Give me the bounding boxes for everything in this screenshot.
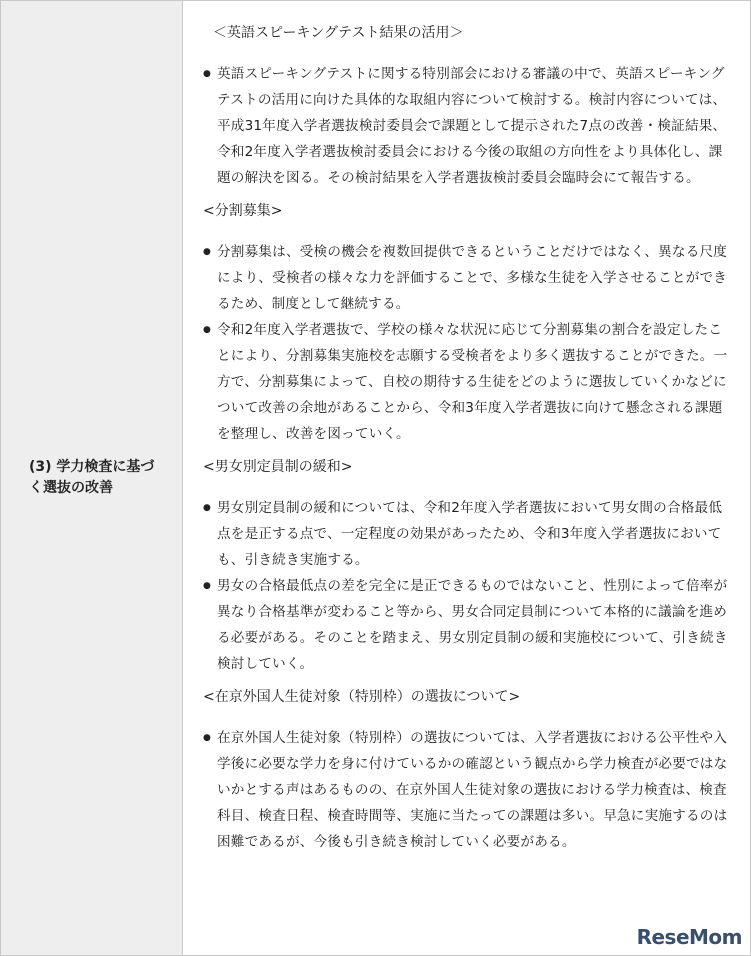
list-item: ● 男女の合格最低点の差を完全に是正できるものではないこと、性別によって倍率が異なり合格基準が変わること等から、男女合同定員制について本格的に議論を進める必要がある。そのことを踏まえ、男女別定員制の緩和実施校について、引き続き検討していく。 (203, 573, 734, 677)
section-gender-quota (203, 457, 734, 677)
section-heading: <分割募集> (203, 203, 283, 219)
section-split-recruitment (203, 201, 734, 447)
list-item: ● 分割募集は、受検の機会を複数回提供できるということだけではなく、異なる尺度により、受検者の様々な力を評価することで、多様な生徒を入学させることができるため、制度として継続する。 (203, 239, 734, 317)
list-item: ● 令和2年度入学者選抜で、学校の様々な状況に応じて分割募集の割合を設定したことにより、分割募集実施校を志願する受検者をより多く選抜することができた。一方で、分割募集によって、自校の期待する生徒をどのように選抜していくかなどについて改善の余地があることから、令和3年度入学者選抜に向けて懸念される課題を整理し、改善を図っていく。 (203, 317, 734, 447)
bullet-list (203, 61, 734, 191)
list-item: ● 男女別定員制の緩和については、令和2年度入学者選抜において男女間の合格最低点を是正する点で、一定程度の効果があったため、令和3年度入学者選抜においても、引き続き実施する。 (203, 495, 734, 573)
section-speaking-test (203, 23, 734, 191)
section-heading: <男女別定員制の緩和> (203, 459, 353, 475)
list-item: ● 在京外国人生徒対象（特別枠）の選抜については、入学者選抜における公平性や入学後に必要な学力を身に付けているかの確認という観点から学力検査が必要ではないかとする声はあるものの、在京外国人生徒対象の選抜における学力検査は、検査科目、検査日程、検査時間等、実施に当たっての課題は多い。早急に実施するのは困難であるが、今後も引き続き検討していく必要がある。 (203, 725, 734, 855)
bullet-list (203, 239, 734, 447)
row-content-cell (183, 1, 750, 955)
bullet-list (203, 495, 734, 677)
row-header-cell (1, 1, 183, 955)
section-heading: ＜英語スピーキングテスト結果の活用＞ (213, 25, 464, 41)
list-item: ● 英語スピーキングテストに関する特別部会における審議の中で、英語スピーキングテストの活用に向けた具体的な取組内容について検討する。検討内容については、平成31年度入学者選抜検討委員会で課題として提示された7点の改善・検証結果、令和2年度入学者選抜検討委員会における今後の取組の方向性をより具体化し、課題の解決を図る。その検討結果を入学者選抜検討委員会臨時会にて報告する。 (203, 61, 734, 191)
resemom-logo: ReseMom (636, 925, 742, 949)
bullet-list (203, 725, 734, 855)
section-heading: <在京外国人生徒対象（特別枠）の選抜について> (203, 689, 521, 705)
section-foreign-students (203, 687, 734, 855)
row-header-label: (3) 学力検査に基づく選抜の改善 (29, 459, 155, 496)
